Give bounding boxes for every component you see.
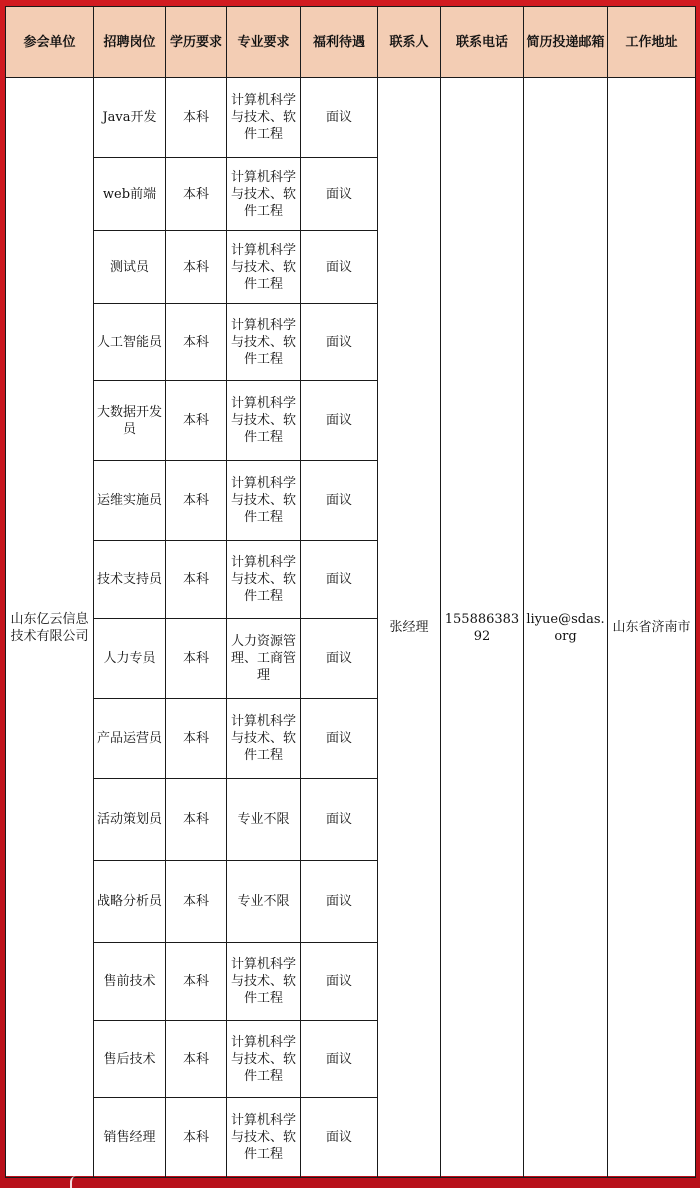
header-row bbox=[6, 7, 696, 78]
education-cell: 本科 bbox=[166, 158, 227, 231]
major-cell: 计算机科学与技术、软件工程 bbox=[227, 1098, 301, 1178]
education-cell: 本科 bbox=[166, 1021, 227, 1098]
major-cell: 专业不限 bbox=[227, 779, 301, 861]
major-cell: 计算机科学与技术、软件工程 bbox=[227, 231, 301, 304]
education-cell: 本科 bbox=[166, 861, 227, 943]
education-cell: 本科 bbox=[166, 619, 227, 699]
position-cell: 售前技术 bbox=[94, 943, 166, 1021]
position-cell: 运维实施员 bbox=[94, 461, 166, 541]
header-benefits: 福利待遇 bbox=[301, 7, 378, 78]
position-cell: 大数据开发员 bbox=[94, 381, 166, 461]
position-cell: web前端 bbox=[94, 158, 166, 231]
header-education: 学历要求 bbox=[166, 7, 227, 78]
education-cell: 本科 bbox=[166, 381, 227, 461]
table-row bbox=[6, 78, 696, 158]
major-cell: 计算机科学与技术、软件工程 bbox=[227, 78, 301, 158]
position-cell: 人工智能员 bbox=[94, 304, 166, 381]
major-cell: 计算机科学与技术、软件工程 bbox=[227, 158, 301, 231]
benefits-cell: 面议 bbox=[301, 461, 378, 541]
major-cell: 专业不限 bbox=[227, 861, 301, 943]
address-cell: 山东省济南市 bbox=[608, 78, 696, 1178]
benefits-cell: 面议 bbox=[301, 943, 378, 1021]
header-position: 招聘岗位 bbox=[94, 7, 166, 78]
major-cell: 计算机科学与技术、软件工程 bbox=[227, 381, 301, 461]
education-cell: 本科 bbox=[166, 231, 227, 304]
major-cell: 计算机科学与技术、软件工程 bbox=[227, 699, 301, 779]
major-cell: 计算机科学与技术、软件工程 bbox=[227, 541, 301, 619]
position-cell: 测试员 bbox=[94, 231, 166, 304]
position-cell: 销售经理 bbox=[94, 1098, 166, 1178]
major-cell: 计算机科学与技术、软件工程 bbox=[227, 304, 301, 381]
benefits-cell: 面议 bbox=[301, 699, 378, 779]
benefits-cell: 面议 bbox=[301, 78, 378, 158]
header-contact: 联系人 bbox=[378, 7, 441, 78]
benefits-cell: 面议 bbox=[301, 231, 378, 304]
benefits-cell: 面议 bbox=[301, 1021, 378, 1098]
major-cell: 人力资源管理、工商管理 bbox=[227, 619, 301, 699]
major-cell: 计算机科学与技术、软件工程 bbox=[227, 461, 301, 541]
benefits-cell: 面议 bbox=[301, 541, 378, 619]
benefits-cell: 面议 bbox=[301, 158, 378, 231]
contact-cell: 张经理 bbox=[378, 78, 441, 1178]
header-address: 工作地址 bbox=[608, 7, 696, 78]
header-company: 参会单位 bbox=[6, 7, 94, 78]
position-cell: 售后技术 bbox=[94, 1021, 166, 1098]
education-cell: 本科 bbox=[166, 78, 227, 158]
benefits-cell: 面议 bbox=[301, 779, 378, 861]
position-cell: 战略分析员 bbox=[94, 861, 166, 943]
benefits-cell: 面议 bbox=[301, 1098, 378, 1178]
benefits-cell: 面议 bbox=[301, 619, 378, 699]
education-cell: 本科 bbox=[166, 779, 227, 861]
major-cell: 计算机科学与技术、软件工程 bbox=[227, 1021, 301, 1098]
position-cell: Java开发 bbox=[94, 78, 166, 158]
benefits-cell: 面议 bbox=[301, 304, 378, 381]
recruitment-sheet bbox=[5, 6, 695, 1176]
benefits-cell: 面议 bbox=[301, 861, 378, 943]
benefits-cell: 面议 bbox=[301, 381, 378, 461]
email-cell: liyue@sdas.org bbox=[524, 78, 608, 1178]
education-cell: 本科 bbox=[166, 1098, 227, 1178]
recruitment-table bbox=[5, 6, 696, 1178]
decorative-swirl bbox=[70, 1176, 82, 1188]
position-cell: 人力专员 bbox=[94, 619, 166, 699]
table-body bbox=[6, 78, 696, 1178]
position-cell: 产品运营员 bbox=[94, 699, 166, 779]
company-cell: 山东亿云信息技术有限公司 bbox=[6, 78, 94, 1178]
education-cell: 本科 bbox=[166, 699, 227, 779]
header-email: 简历投递邮箱 bbox=[524, 7, 608, 78]
header-phone: 联系电话 bbox=[441, 7, 524, 78]
header-major: 专业要求 bbox=[227, 7, 301, 78]
education-cell: 本科 bbox=[166, 943, 227, 1021]
education-cell: 本科 bbox=[166, 541, 227, 619]
education-cell: 本科 bbox=[166, 461, 227, 541]
position-cell: 活动策划员 bbox=[94, 779, 166, 861]
phone-cell: 15588638392 bbox=[441, 78, 524, 1178]
position-cell: 技术支持员 bbox=[94, 541, 166, 619]
major-cell: 计算机科学与技术、软件工程 bbox=[227, 943, 301, 1021]
education-cell: 本科 bbox=[166, 304, 227, 381]
